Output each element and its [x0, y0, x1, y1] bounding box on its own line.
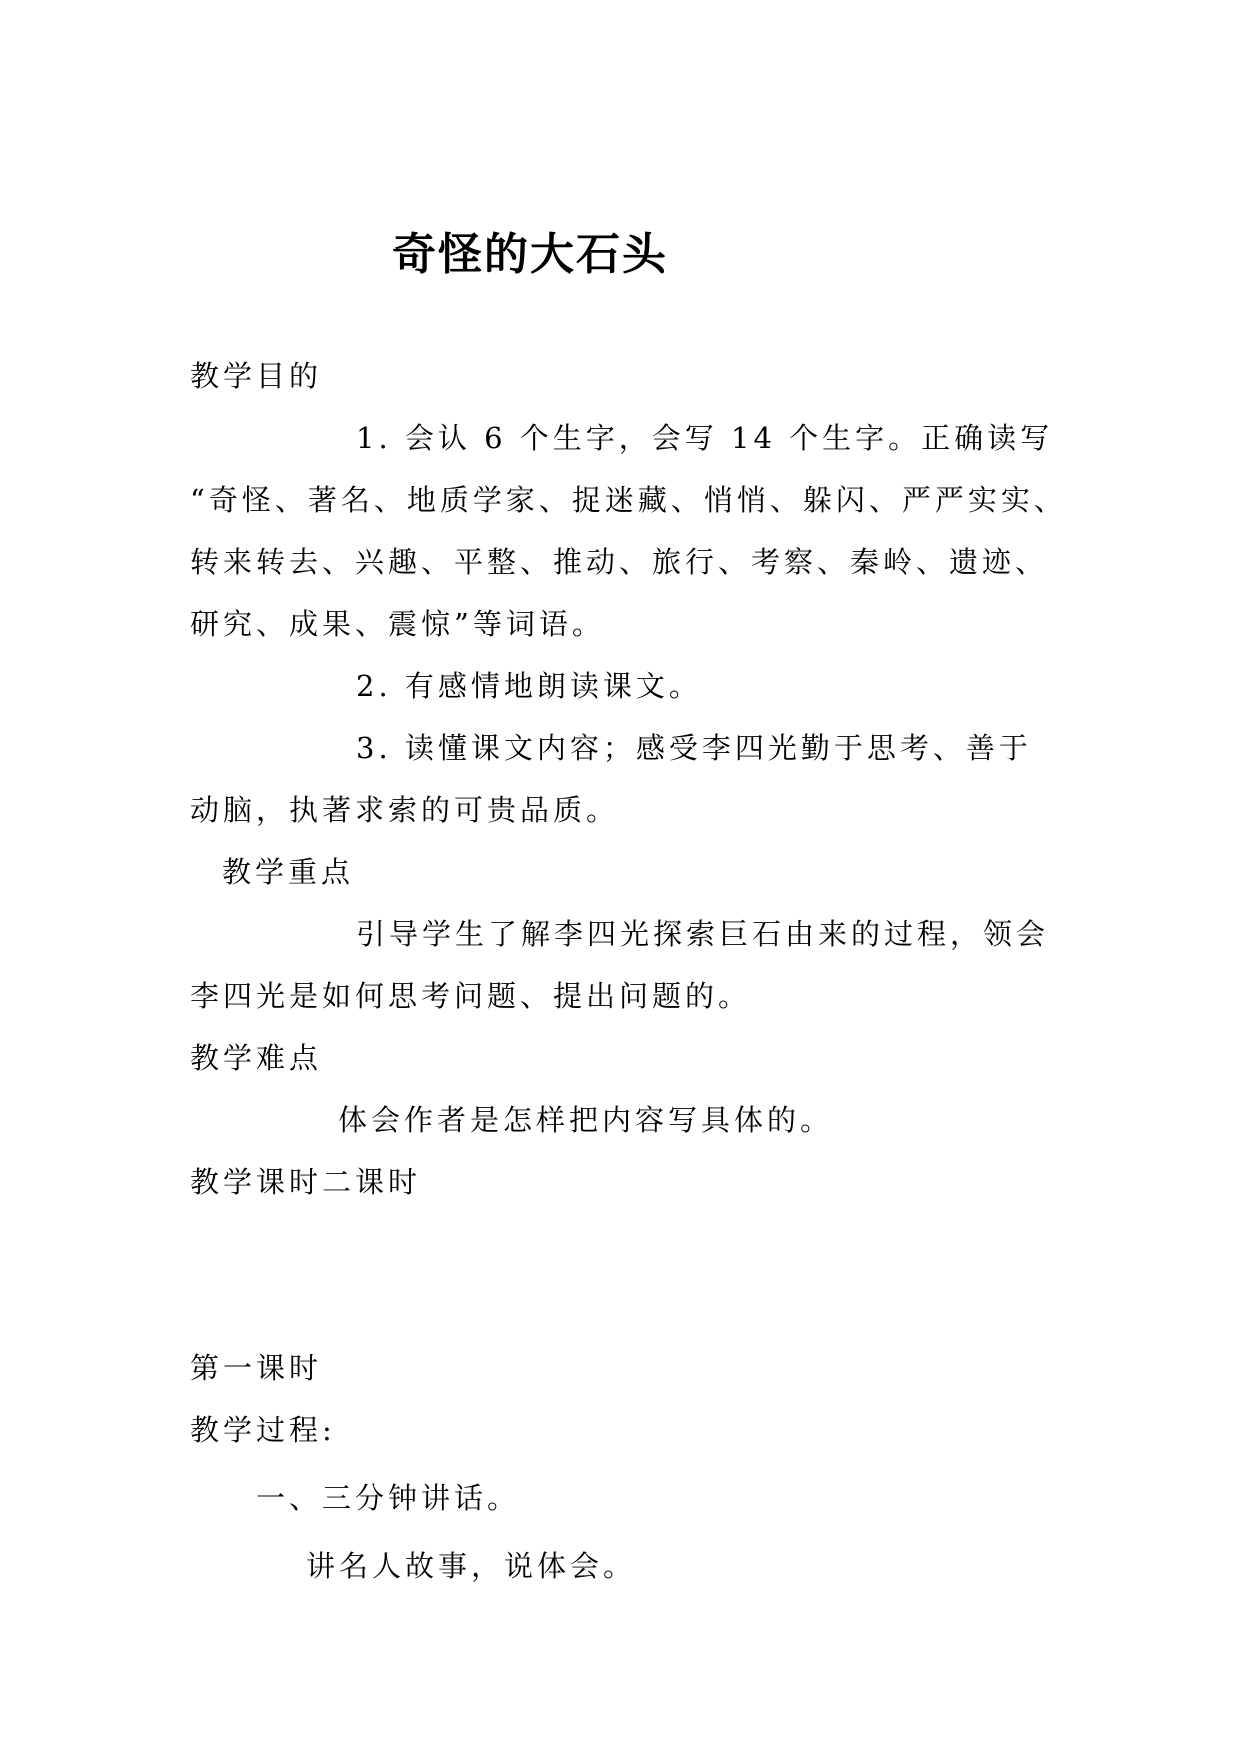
objective-1-line-1: 1. 会认 6 个生字，会写 14 个生字。正确读写	[356, 421, 1054, 455]
key-points-line-1: 引导学生了解李四光探索巨石由来的过程，领会	[356, 917, 1050, 951]
process-step-1: 一、三分钟讲话。	[256, 1481, 521, 1515]
objective-2: 2. 有感情地朗读课文。	[356, 669, 702, 703]
class-hours: 教学课时二课时	[190, 1165, 422, 1199]
objective-1-line-4: 研究、成果、震惊”等词语。	[190, 607, 605, 641]
heading-first-lesson: 第一课时	[190, 1351, 323, 1385]
objective-1-line-3: 转来转去、兴趣、平整、推动、旅行、考察、秦岭、遗迹、	[190, 545, 1049, 579]
objective-1-line-2: “奇怪、著名、地质学家、捉迷藏、悄悄、躲闪、严严实实、	[190, 483, 1067, 517]
heading-difficulties: 教学难点	[190, 1041, 323, 1075]
heading-key-points: 教学重点	[222, 855, 355, 889]
page-title: 奇怪的大石头	[392, 229, 668, 280]
difficulties-text: 体会作者是怎样把内容写具体的。	[338, 1103, 834, 1137]
objective-3-line-1: 3. 读懂课文内容；感受李四光勤于思考、善于	[356, 731, 1032, 765]
heading-objectives: 教学目的	[190, 359, 323, 393]
key-points-line-2: 李四光是如何思考问题、提出问题的。	[190, 979, 752, 1013]
heading-process: 教学过程:	[190, 1413, 336, 1447]
objective-3-line-2: 动脑，执著求索的可贵品质。	[190, 793, 620, 827]
process-step-1-detail: 讲名人故事，说体会。	[306, 1549, 637, 1583]
